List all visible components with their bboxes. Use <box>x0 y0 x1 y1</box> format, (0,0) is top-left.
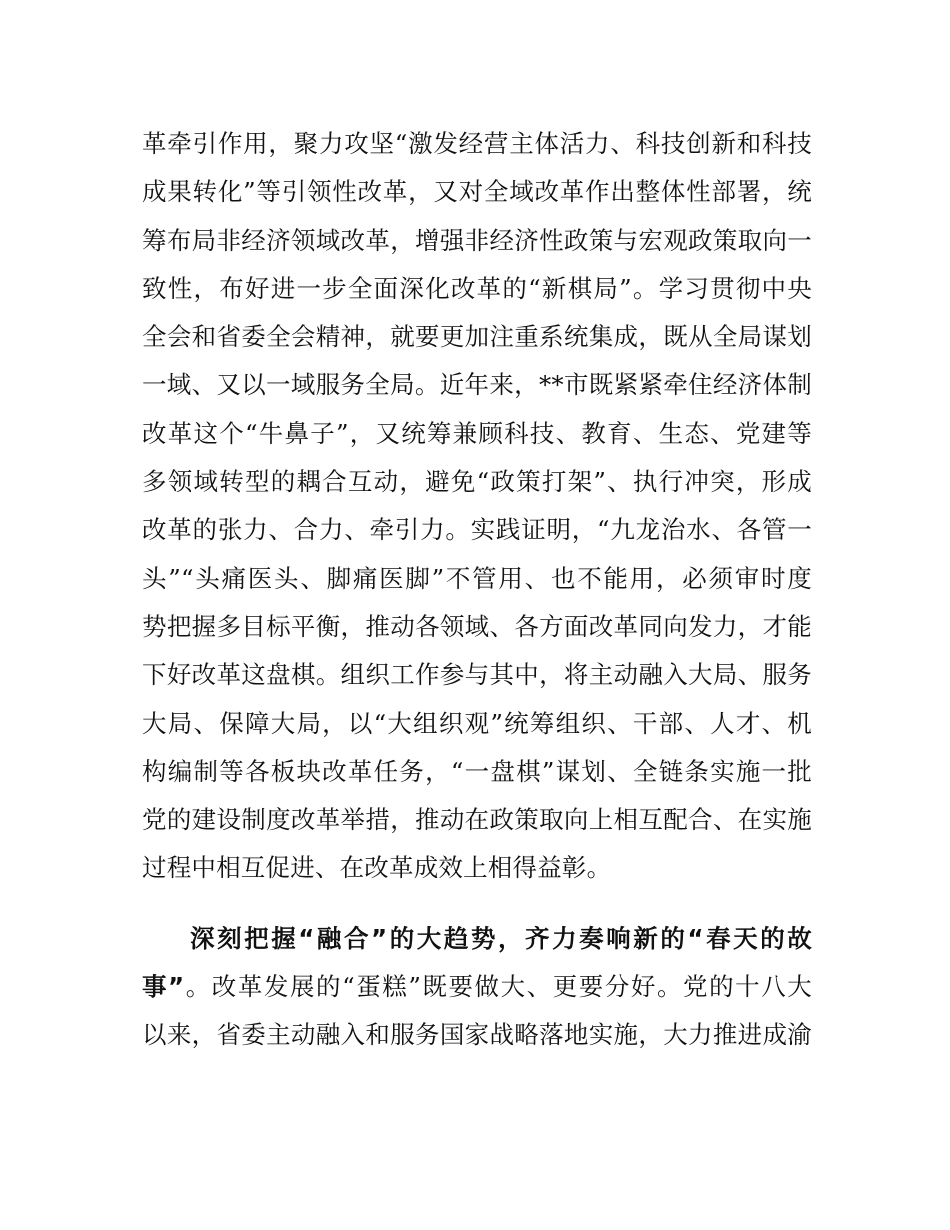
paragraph-line: 大局、保障大局，以“大组织观”统筹组织、干部、人才、机 <box>142 708 812 738</box>
paragraph-spacer <box>142 893 812 915</box>
paragraph-1 <box>142 120 812 893</box>
paragraph-line: 构编制等各板块改革任务，“一盘棋”谋划、全链条实施一批 <box>142 756 812 786</box>
paragraph-heading-end: 事” <box>142 972 185 1002</box>
paragraph-line: 致性，布好进一步全面深化改革的“新棋局”。学习贯彻中央 <box>142 273 812 303</box>
paragraph-line: 党的建设制度改革举措，推动在政策取向上相互配合、在实施 <box>142 805 812 835</box>
paragraph-line: 多领域转型的耦合互动，避免“政策打架”、执行冲突，形成 <box>142 467 812 497</box>
paragraph-line: 改革这个“牛鼻子”，又统筹兼顾科技、教育、生态、党建等 <box>142 418 812 448</box>
paragraph-line <box>142 963 812 1011</box>
paragraph-text: 。改革发展的“蛋糕”既要做大、更要分好。党的十八大 <box>184 972 812 1002</box>
paragraph-line: 过程中相互促进、在改革成效上相得益彰。 <box>142 853 612 883</box>
paragraph-line: 以来，省委主动融入和服务国家战略落地实施，大力推进成渝 <box>142 1020 812 1050</box>
paragraph-line: 改革的张力、合力、牵引力。实践证明，“九龙治水、各管一 <box>142 515 812 545</box>
paragraph-line: 头”“头痛医头、脚痛医脚”不管用、也不能用，必须审时度 <box>142 563 812 593</box>
paragraph-line: 全会和省委全会精神，就要更加注重系统集成，既从全局谋划 <box>142 322 812 352</box>
document-body <box>142 120 812 1060</box>
paragraph-2 <box>142 915 812 1060</box>
paragraph-line: 势把握多目标平衡，推动各领域、各方面改革同向发力，才能 <box>142 611 812 641</box>
paragraph-heading: 深刻把握“融合”的大趋势，齐力奏响新的“春天的故 <box>190 923 812 953</box>
paragraph-line: 成果转化”等引领性改革，又对全域改革作出整体性部署，统 <box>142 177 812 207</box>
paragraph-line: 下好改革这盘棋。组织工作参与其中，将主动融入大局、服务 <box>142 660 812 690</box>
paragraph-line: 革牵引作用，聚力攻坚“激发经营主体活力、科技创新和科技 <box>142 129 812 158</box>
paragraph-line: 一域、又以一域服务全局。近年来，**市既紧紧牵住经济体制 <box>142 370 812 400</box>
paragraph-line: 筹布局非经济领域改革，增强非经济性政策与宏观政策取向一 <box>142 225 812 255</box>
